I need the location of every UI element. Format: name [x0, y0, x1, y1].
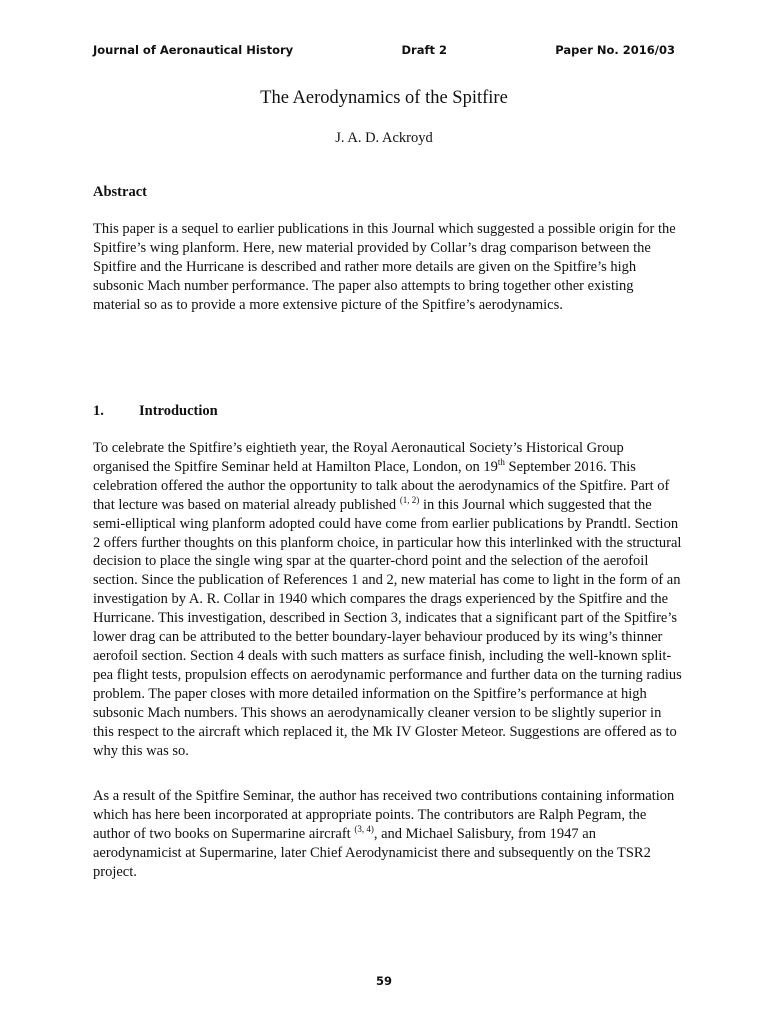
introduction-heading	[93, 403, 218, 420]
text-run: in this Journal which suggested that the semi-elliptical wing planform adopted could have come from earlier publications by Prandtl. Section 2 offers further thoughts on this planform choice, in particular how this interlinked with the structural decision to place the single wing spar at the quarter-chord point and the selection of the aerofoil section. Since the publication of References 1 and 2, new material has come to light in the form of an investigation by A. R. Collar in 1940 which compares the drags experienced by the Spitfire and the Hurricane. This investigation, described in Section 3, indicates that a significant part of the Spitfire’s lower drag can be attributed to the better boundary-layer behaviour produced by its wing’s thinner aerofoil section. Section 4 deals with such matters as surface finish, including the well-known split-pea flight tests, propulsion effects on aerodynamic performance and further data on the turning radius problem. The paper closes with more detailed information on the Spitfire’s performance at high subsonic Mach numbers. This shows an aerodynamically cleaner version to be slightly superior in this respect to the aircraft which replaced it, the Mk IV Gloster Meteor. Suggestions are offered as to why this was so.	[93, 496, 682, 759]
introduction-paragraph-1	[93, 439, 683, 760]
paper-number: Paper No. 2016/03	[555, 43, 675, 57]
paper-title: The Aerodynamics of the Spitfire	[260, 88, 508, 108]
running-header	[93, 43, 675, 57]
text-run: September 2016. This celebration offered the author the opportunity to talk about the aerodynamics of the Spitfire. Part of that lecture was based on material already published	[93, 458, 670, 513]
text-run: , and Michael Salisbury, from 1947 an aerodynamicist at Supermarine, later Chief Aerodynamicist there and subsequently on the TSR2 project.	[93, 825, 651, 880]
citation-ref: (3, 4)	[354, 823, 374, 834]
draft-label: Draft 2	[401, 43, 447, 57]
journal-name: Journal of Aeronautical History	[93, 43, 294, 57]
citation-ref: (1, 2)	[399, 494, 420, 505]
section-number: 1.	[93, 403, 104, 419]
paper-author: J. A. D. Ackroyd	[335, 130, 433, 146]
text-run: As a result of the Spitfire Seminar, the author has received two contributions containing information which has here been incorporated at appropriate points. The contributors are Ralph Pegram, the author of two books on Supermarine aircraft	[93, 788, 675, 842]
page-number: 59	[375, 974, 392, 988]
section-title: Introduction	[139, 403, 218, 419]
introduction-paragraph-2	[93, 787, 683, 882]
superscript: th	[497, 456, 505, 467]
abstract-text: This paper is a sequel to earlier publications in this Journal which suggested a possible origin for the Spitfire’s wing planform. Here, new material provided by Collar’s drag comparison between the Spitfire and the Hurricane is described and rather more details are given on the Spitfire’s high subsonic Mach number performance. The paper also attempts to bring together other existing material so as to provide a more extensive picture of the Spitfire’s aerodynamics.	[93, 221, 676, 313]
text-run: To celebrate the Spitfire’s eightieth year, the Royal Aeronautical Society’s Historical Group organised the Spitfire Seminar held at Hamilton Place, London, on 19	[93, 440, 624, 475]
abstract-heading: Abstract	[93, 184, 147, 200]
